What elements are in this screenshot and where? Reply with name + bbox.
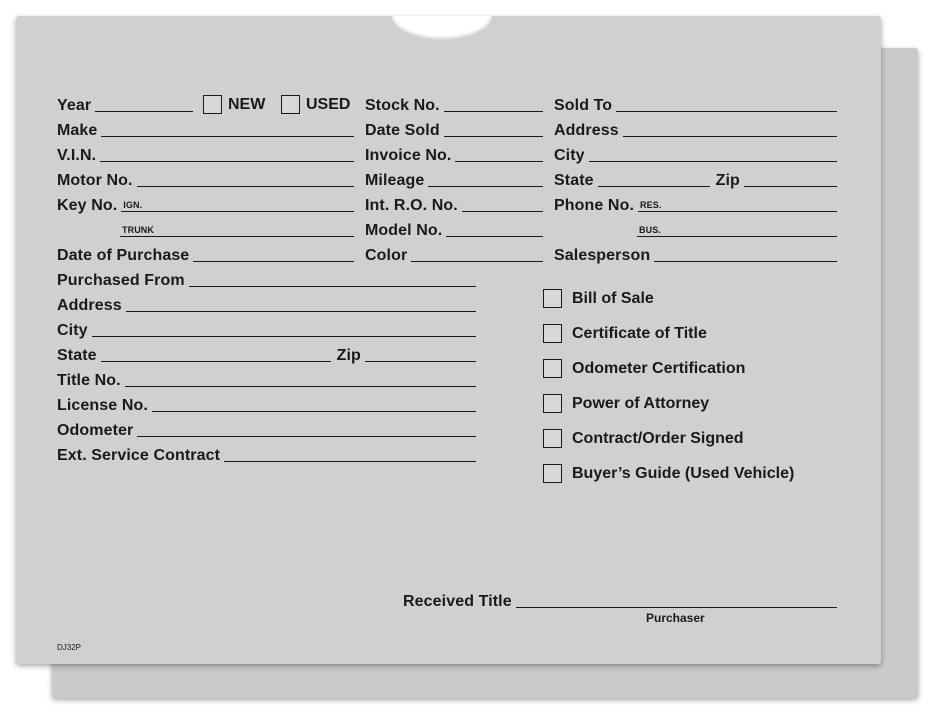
date-of-purchase-field[interactable] (57, 245, 354, 265)
mileage-line[interactable] (428, 186, 543, 187)
color-line[interactable] (411, 261, 543, 262)
purchaser-sublabel: Purchaser (646, 611, 705, 625)
checklist-label: Bill of Sale (572, 289, 654, 307)
invoice-field[interactable] (365, 145, 543, 165)
color-field[interactable] (365, 245, 543, 265)
key-ign-field[interactable] (57, 195, 354, 215)
color-label: Color (365, 247, 408, 264)
vin-field[interactable] (57, 145, 354, 165)
make-label: Make (57, 122, 98, 139)
checklist-label: Buyer’s Guide (Used Vehicle) (572, 464, 795, 482)
sold-to-line[interactable] (616, 111, 837, 112)
seller-state-label: State (57, 347, 97, 364)
key-trunk-field[interactable] (120, 220, 354, 240)
invoice-line[interactable] (455, 161, 543, 162)
seller-address-label: Address (57, 297, 122, 314)
new-checkbox-row[interactable] (203, 95, 265, 114)
phone-label: Phone No. (554, 197, 635, 214)
model-label: Model No. (365, 222, 443, 239)
motor-label: Motor No. (57, 172, 133, 189)
buyer-zip-label: Zip (715, 172, 740, 189)
contract-order-signed-checkbox[interactable] (543, 429, 562, 448)
buyer-city-line[interactable] (589, 161, 837, 162)
received-title-field[interactable] (403, 591, 837, 611)
purchased-from-field[interactable] (57, 270, 476, 290)
invoice-label: Invoice No. (365, 147, 452, 164)
purchased-from-label: Purchased From (57, 272, 185, 289)
buyer-zip-line[interactable] (744, 186, 837, 187)
odometer-certification-checkbox[interactable] (543, 359, 562, 378)
checklist-item[interactable] (543, 429, 744, 448)
odometer-label: Odometer (57, 422, 134, 439)
checklist-item[interactable] (543, 289, 654, 308)
phone-bus-field[interactable] (637, 220, 837, 240)
date-sold-label: Date Sold (365, 122, 440, 139)
ext-service-label: Ext. Service Contract (57, 447, 221, 464)
salesperson-line[interactable] (654, 261, 837, 262)
motor-field[interactable] (57, 170, 354, 190)
year-label: Year (57, 97, 92, 114)
buyer-city-label: City (554, 147, 585, 164)
year-line[interactable] (95, 111, 193, 112)
ext-service-field[interactable] (57, 445, 476, 465)
make-line[interactable] (101, 136, 354, 137)
new-checkbox[interactable] (203, 95, 222, 114)
date-of-purchase-line[interactable] (193, 261, 354, 262)
date-sold-field[interactable] (365, 120, 543, 140)
int-ro-line[interactable] (462, 211, 543, 212)
license-no-label: License No. (57, 397, 148, 414)
model-field[interactable] (365, 220, 543, 240)
buyer-state-label: State (554, 172, 594, 189)
res-sublabel: RES. (640, 200, 662, 210)
salesperson-field[interactable] (554, 245, 837, 265)
license-no-line[interactable] (152, 411, 476, 412)
key-label: Key No. (57, 197, 118, 214)
checklist-label: Contract/Order Signed (572, 429, 744, 447)
used-label: USED (306, 95, 351, 113)
checklist-item[interactable] (543, 464, 794, 483)
seller-city-field[interactable] (57, 320, 476, 340)
phone-res-field[interactable] (554, 195, 837, 215)
vin-label: V.I.N. (57, 147, 97, 164)
seller-zip-label: Zip (336, 347, 361, 364)
make-field[interactable] (57, 120, 354, 140)
ext-service-line[interactable] (224, 461, 476, 462)
key-ign-line[interactable] (121, 200, 354, 212)
odometer-field[interactable] (57, 420, 476, 440)
certificate-of-title-checkbox[interactable] (543, 324, 562, 343)
used-checkbox-row[interactable] (281, 95, 350, 114)
seller-state-zip-field[interactable] (57, 345, 476, 365)
power-of-attorney-checkbox[interactable] (543, 394, 562, 413)
received-title-line[interactable] (516, 607, 837, 608)
checklist-item[interactable] (543, 359, 745, 378)
checklist-label: Odometer Certification (572, 359, 746, 377)
int-ro-label: Int. R.O. No. (365, 197, 458, 214)
seller-city-label: City (57, 322, 88, 339)
mileage-field[interactable] (365, 170, 543, 190)
bus-sublabel: BUS. (639, 225, 661, 235)
checklist-label: Certificate of Title (572, 324, 707, 342)
received-title-label: Received Title (403, 593, 512, 610)
buyer-address-line[interactable] (623, 136, 837, 137)
title-no-field[interactable] (57, 370, 476, 390)
license-no-field[interactable] (57, 395, 476, 415)
title-no-label: Title No. (57, 372, 121, 389)
buyer-state-zip-field[interactable] (554, 170, 837, 190)
int-ro-field[interactable] (365, 195, 543, 215)
seller-state-line[interactable] (101, 361, 331, 362)
stock-label: Stock No. (365, 97, 440, 114)
stock-field[interactable] (365, 95, 543, 115)
date-of-purchase-label: Date of Purchase (57, 247, 190, 264)
mileage-label: Mileage (365, 172, 425, 189)
seller-address-line[interactable] (126, 311, 476, 312)
title-no-line[interactable] (125, 386, 476, 387)
form-code: DJ32P (57, 643, 82, 652)
ign-sublabel: IGN. (123, 200, 143, 210)
buyer-city-field[interactable] (554, 145, 837, 165)
buyers-guide-checkbox[interactable] (543, 464, 562, 483)
seller-address-field[interactable] (57, 295, 476, 315)
sold-to-field[interactable] (554, 95, 837, 115)
salesperson-label: Salesperson (554, 247, 651, 264)
odometer-line[interactable] (137, 436, 476, 437)
trunk-sublabel: TRUNK (122, 225, 154, 235)
checklist-label: Power of Attorney (572, 394, 710, 412)
checklist-item[interactable] (543, 394, 709, 413)
sold-to-label: Sold To (554, 97, 613, 114)
buyer-address-label: Address (554, 122, 619, 139)
vin-line[interactable] (100, 161, 354, 162)
stock-line[interactable] (444, 111, 543, 112)
used-checkbox[interactable] (281, 95, 300, 114)
date-sold-line[interactable] (444, 136, 543, 137)
seller-zip-line[interactable] (365, 361, 476, 362)
buyer-state-line[interactable] (598, 186, 710, 187)
bill-of-sale-checkbox[interactable] (543, 289, 562, 308)
new-label: NEW (228, 95, 266, 113)
checklist-item[interactable] (543, 324, 707, 343)
year-field[interactable] (57, 95, 193, 115)
phone-res-line[interactable] (638, 200, 837, 212)
model-line[interactable] (446, 236, 543, 237)
key-trunk-line[interactable] (120, 225, 354, 237)
purchased-from-line[interactable] (189, 286, 476, 287)
phone-bus-line[interactable] (637, 225, 837, 237)
motor-line[interactable] (137, 186, 354, 187)
seller-city-line[interactable] (92, 336, 476, 337)
buyer-address-field[interactable] (554, 120, 837, 140)
